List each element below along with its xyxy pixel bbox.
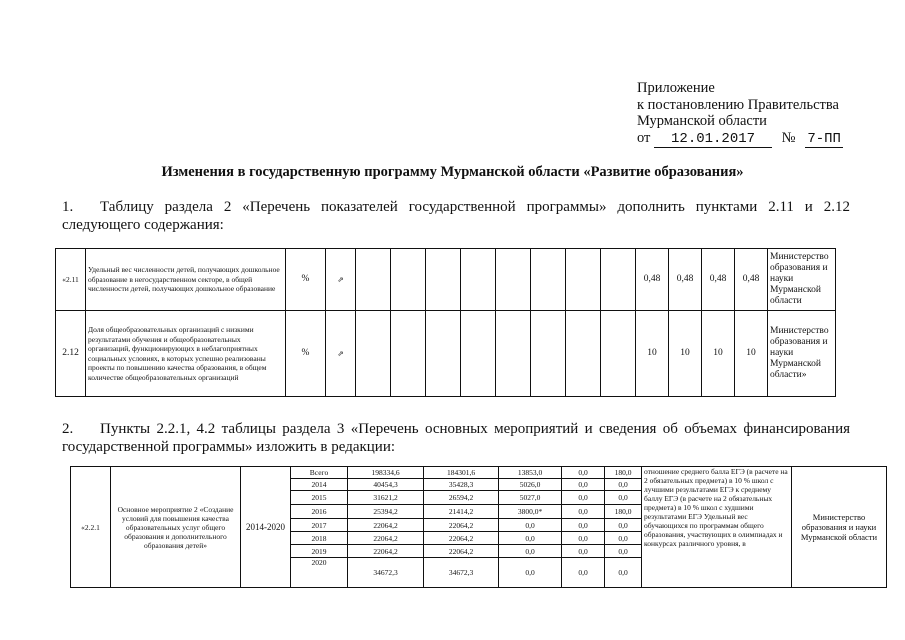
indicator-name: Доля общеобразовательных организаций с низкими результатами обучения и общеобразовательных организаций, функционирующих в неблагоприятных социальных условиях, в которых успешно реализованы проекты по повышению качества образования, в общем количестве общеобразовательных организаций: [86, 311, 286, 397]
regional-budget-cell: 22064,2: [424, 545, 499, 558]
total-cell: 198334,6: [348, 467, 424, 479]
federal-budget-cell: 0,0: [499, 545, 562, 558]
other-funds-cell: 0,0: [605, 479, 642, 491]
empty-cell: [601, 249, 636, 311]
other-funds-cell: 0,0: [605, 558, 642, 588]
value-cell: 0,48: [702, 249, 735, 311]
value-cell: 0,48: [636, 249, 669, 311]
year-cell: Всего: [291, 467, 348, 479]
local-budget-cell: 0,0: [562, 505, 605, 519]
regional-budget-cell: 22064,2: [424, 519, 499, 532]
value-cell: 10: [735, 311, 768, 397]
paragraph-1-text: Таблицу раздела 2 «Перечень показателей государственной программы» дополнить пунктами 2.11 и 2.12 следующего содержания:: [62, 199, 850, 233]
year-cell: 2016: [291, 505, 348, 519]
local-budget-cell: 0,0: [562, 558, 605, 588]
appendix-line-1: Приложение: [637, 80, 715, 96]
federal-budget-cell: 5026,0: [499, 479, 562, 491]
year-cell: 2019: [291, 545, 348, 558]
empty-cell: [426, 311, 461, 397]
federal-budget-cell: 3800,0*: [499, 505, 562, 519]
paragraph-1: [62, 198, 850, 234]
other-funds-cell: 0,0: [605, 519, 642, 532]
paragraph-2-number: 2.: [62, 421, 74, 437]
appendix-line-2: к постановлению Правительства: [637, 96, 839, 113]
local-budget-cell: 0,0: [562, 545, 605, 558]
other-funds-cell: 180,0: [605, 467, 642, 479]
appendix-line-3: Мурманской области: [637, 113, 767, 129]
total-cell: 22064,2: [348, 532, 424, 545]
table-row: [71, 467, 887, 479]
other-funds-cell: 0,0: [605, 491, 642, 505]
resolution-number: 7-ПП: [805, 131, 843, 149]
local-budget-cell: 0,0: [562, 479, 605, 491]
local-budget-cell: 0,0: [562, 519, 605, 532]
regional-budget-cell: 22064,2: [424, 532, 499, 545]
empty-cell: [601, 311, 636, 397]
regional-budget-cell: 35428,3: [424, 479, 499, 491]
paragraph-2: [62, 420, 850, 456]
row-number: «2.11: [56, 249, 86, 311]
federal-budget-cell: 0,0: [499, 558, 562, 588]
unit-cell: %: [286, 311, 326, 397]
empty-cell: [356, 311, 391, 397]
empty-cell: [426, 249, 461, 311]
empty-cell: [391, 311, 426, 397]
value-cell: 10: [636, 311, 669, 397]
period-cell: 2014-2020: [241, 467, 291, 588]
trend-arrow-icon: ⇗: [326, 311, 356, 397]
total-cell: 22064,2: [348, 545, 424, 558]
year-cell: 2015: [291, 491, 348, 505]
federal-budget-cell: 0,0: [499, 532, 562, 545]
value-cell: 0,48: [735, 249, 768, 311]
paragraph-2-text: Пункты 2.2.1, 4.2 таблицы раздела 3 «Перечень основных мероприятий и сведения об объемах финансирования государственной программы» изложить в редакции:: [62, 421, 850, 455]
local-budget-cell: 0,0: [562, 532, 605, 545]
regional-budget-cell: 21414,2: [424, 505, 499, 519]
year-cell: 2018: [291, 532, 348, 545]
regional-budget-cell: 26594,2: [424, 491, 499, 505]
other-funds-cell: 180,0: [605, 505, 642, 519]
federal-budget-cell: 5027,0: [499, 491, 562, 505]
indicators-cell: отношение среднего балла ЕГЭ (в расчете на 2 обязательных предмета) в 10 % школ с лучшими результатами ЕГЭ к среднему баллу ЕГЭ (в расчете на 2 обязательных предмета) в 10 % школ с худшими результатами ЕГЭ Удельный вес обучающихся по программам общего образования, участвующих в олимпиадах и конкурсах различного уровня, в: [642, 467, 792, 588]
year-cell: 2020: [291, 558, 348, 588]
financing-table: [70, 466, 887, 588]
row-number: 2.12: [56, 311, 86, 397]
table-row: [56, 249, 836, 311]
number-label: №: [781, 129, 796, 146]
responsible-cell: Министерство образования и науки Мурманской области: [792, 467, 887, 588]
trend-arrow-icon: ⇗: [326, 249, 356, 311]
paragraph-1-number: 1.: [62, 199, 74, 215]
unit-cell: %: [286, 249, 326, 311]
empty-cell: [566, 311, 601, 397]
empty-cell: [496, 311, 531, 397]
year-cell: 2014: [291, 479, 348, 491]
table-row: [56, 311, 836, 397]
appendix-block: [637, 80, 843, 148]
appendix-date-line: [637, 130, 843, 149]
empty-cell: [391, 249, 426, 311]
resolution-date: 12.01.2017: [654, 131, 772, 149]
local-budget-cell: 0,0: [562, 467, 605, 479]
federal-budget-cell: 0,0: [499, 519, 562, 532]
regional-budget-cell: 34672,3: [424, 558, 499, 588]
value-cell: 0,48: [669, 249, 702, 311]
row-number: «2.2.1: [71, 467, 111, 588]
empty-cell: [461, 311, 496, 397]
empty-cell: [496, 249, 531, 311]
empty-cell: [566, 249, 601, 311]
empty-cell: [531, 249, 566, 311]
other-funds-cell: 0,0: [605, 545, 642, 558]
federal-budget-cell: 13853,0: [499, 467, 562, 479]
responsible-cell: Министерство образования и науки Мурманской области: [768, 249, 836, 311]
from-label: от: [637, 129, 651, 146]
empty-cell: [356, 249, 391, 311]
empty-cell: [461, 249, 496, 311]
local-budget-cell: 0,0: [562, 491, 605, 505]
total-cell: 34672,3: [348, 558, 424, 588]
responsible-cell: Министерство образования и науки Мурманской области»: [768, 311, 836, 397]
value-cell: 10: [702, 311, 735, 397]
activity-name: Основное мероприятие 2 «Создание условий для повышения качества образовательных услуг общего образования и дополнительного образования детей»: [111, 467, 241, 588]
regional-budget-cell: 184301,6: [424, 467, 499, 479]
value-cell: 10: [669, 311, 702, 397]
total-cell: 31621,2: [348, 491, 424, 505]
total-cell: 40454,3: [348, 479, 424, 491]
total-cell: 25394,2: [348, 505, 424, 519]
total-cell: 22064,2: [348, 519, 424, 532]
year-cell: 2017: [291, 519, 348, 532]
empty-cell: [531, 311, 566, 397]
indicators-table: [55, 248, 836, 397]
document-title: Изменения в государственную программу Мурманской области «Развитие образования»: [161, 164, 744, 180]
indicator-name: Удельный вес численности детей, получающих дошкольное образование в негосударственном секторе, в общей численности детей, получающих дошкольное образование: [86, 249, 286, 311]
other-funds-cell: 0,0: [605, 532, 642, 545]
